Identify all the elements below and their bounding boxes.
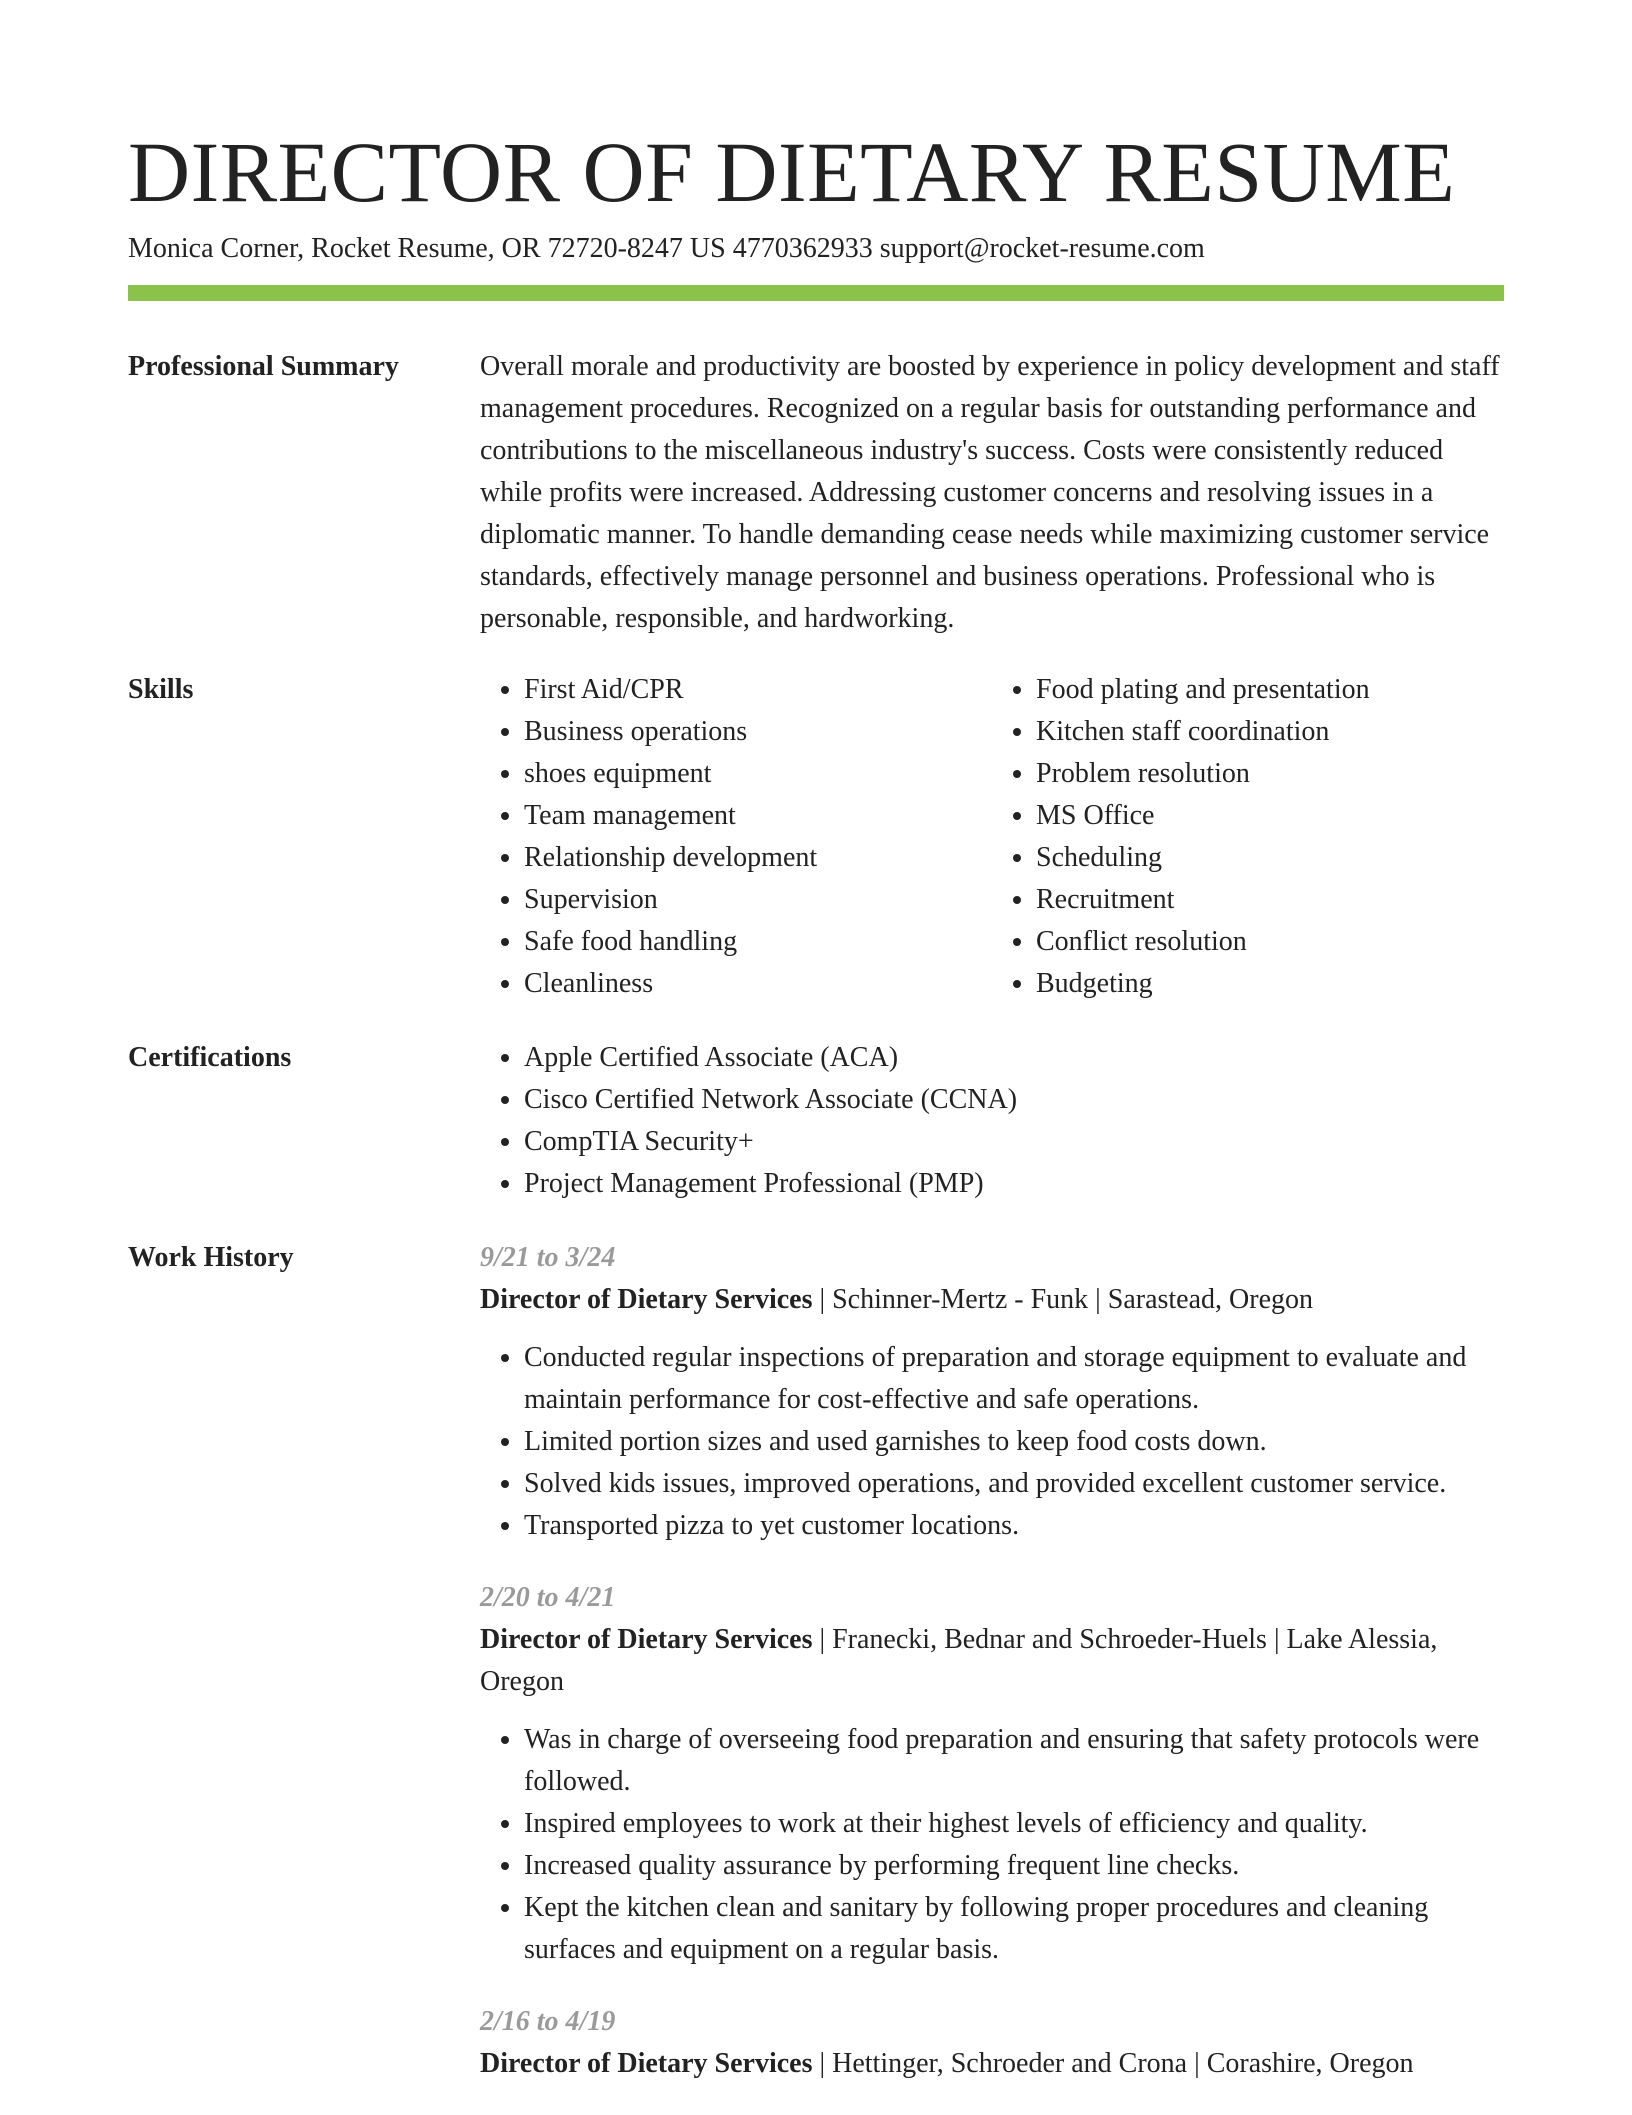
- certification-item: • Cisco Certified Network Associate (CCNA): [524, 1079, 1504, 1121]
- skill-item: • Business operations: [524, 711, 992, 753]
- job-dates: 9/21 to 3/24: [480, 1242, 616, 1273]
- job-entry: [480, 1237, 1504, 1547]
- job-title-line: [480, 1279, 1504, 1321]
- certifications-list: [480, 1037, 1504, 1205]
- skill-item: • Cleanliness: [524, 963, 992, 1005]
- resume-title: DIRECTOR OF DIETARY RESUME: [128, 124, 1456, 220]
- job-title: Director of Dietary Services: [480, 1624, 813, 1655]
- job-bullet: • Conducted regular inspections of preparation and storage equipment to evaluate and maintain performance for cost-effective and safe operations.: [524, 1337, 1504, 1421]
- accent-divider: [128, 285, 1504, 301]
- certification-item: • CompTIA Security+: [524, 1121, 1504, 1163]
- certification-item: • Project Management Professional (PMP): [524, 1163, 1504, 1205]
- skill-item: • Conflict resolution: [1036, 921, 1504, 963]
- job-title: Director of Dietary Services: [480, 1284, 813, 1315]
- skill-item: • Food plating and presentation: [1036, 669, 1504, 711]
- section-label-skills: Skills: [128, 674, 194, 705]
- job-bullet: • Increased quality assurance by performing frequent line checks.: [524, 1845, 1504, 1887]
- skills-grid: [480, 669, 1504, 1005]
- skill-item: • Relationship development: [524, 837, 992, 879]
- job-bullet: • Kept the kitchen clean and sanitary by following proper procedures and cleaning surfaces and equipment on a regular basis.: [524, 1887, 1504, 1971]
- job-title-line: [480, 2043, 1504, 2085]
- job-entry: [480, 2001, 1504, 2085]
- job-bullet: • Limited portion sizes and used garnishes to keep food costs down.: [524, 1421, 1504, 1463]
- skill-item: • Kitchen staff coordination: [1036, 711, 1504, 753]
- job-details: | Hettinger, Schroeder and Crona | Corashire, Oregon: [812, 2048, 1414, 2079]
- job-entry: [480, 1577, 1504, 1971]
- work-history-body: [480, 1237, 1504, 2115]
- skills-list-left: [480, 669, 992, 1005]
- job-bullet: • Solved kids issues, improved operations, and provided excellent customer service.: [524, 1463, 1504, 1505]
- summary-text: Overall morale and productivity are boosted by experience in policy development and staff management procedures. Recognized on a regular basis for outstanding performance and contributions to the miscellaneous industry's success. Costs were consistently reduced while profits were increased. Addressing customer concerns and resolving issues in a diplomatic manner. To handle demanding cease needs while maximizing customer service standards, effectively manage personnel and business operations. Professional who is personable, responsible, and hardworking.: [480, 351, 1500, 634]
- skills-list-right: [992, 669, 1504, 1005]
- section-label-work-history: Work History: [128, 1242, 294, 1273]
- skill-item: • shoes equipment: [524, 753, 992, 795]
- skill-item: • Supervision: [524, 879, 992, 921]
- skill-item: • Team management: [524, 795, 992, 837]
- section-label-certifications: Certifications: [128, 1042, 292, 1073]
- skill-item: • First Aid/CPR: [524, 669, 992, 711]
- job-title-line: [480, 1619, 1504, 1703]
- job-bullet: • Inspired employees to work at their highest levels of efficiency and quality.: [524, 1803, 1504, 1845]
- skills-body: [480, 669, 1504, 1005]
- job-details: | Schinner-Mertz - Funk | Sarastead, Oregon: [812, 1284, 1314, 1315]
- skill-item: • Scheduling: [1036, 837, 1504, 879]
- summary-body: [480, 346, 1504, 640]
- skill-item: • Safe food handling: [524, 921, 992, 963]
- job-bullet: • Transported pizza to yet customer locations.: [524, 1505, 1504, 1547]
- contact-line: Monica Corner, Rocket Resume, OR 72720-8247 US 4770362933 support@rocket-resume.com: [128, 233, 1205, 264]
- job-bullet: • Was in charge of overseeing food preparation and ensuring that safety protocols were followed.: [524, 1719, 1504, 1803]
- certification-item: • Apple Certified Associate (ACA): [524, 1037, 1504, 1079]
- job-dates: 2/16 to 4/19: [480, 2006, 616, 2037]
- skill-item: • MS Office: [1036, 795, 1504, 837]
- certifications-body: [480, 1037, 1504, 1205]
- job-title: Director of Dietary Services: [480, 2048, 813, 2079]
- section-label-summary: Professional Summary: [128, 351, 399, 382]
- job-bullets: [480, 1337, 1504, 1547]
- job-details: | Franecki, Bednar and Schroeder-Huels | Lake Alessia, Oregon: [480, 1624, 1438, 1697]
- job-bullets: [480, 1719, 1504, 1971]
- job-dates: 2/20 to 4/21: [480, 1582, 616, 1613]
- skill-item: • Problem resolution: [1036, 753, 1504, 795]
- skill-item: • Recruitment: [1036, 879, 1504, 921]
- skill-item: • Budgeting: [1036, 963, 1504, 1005]
